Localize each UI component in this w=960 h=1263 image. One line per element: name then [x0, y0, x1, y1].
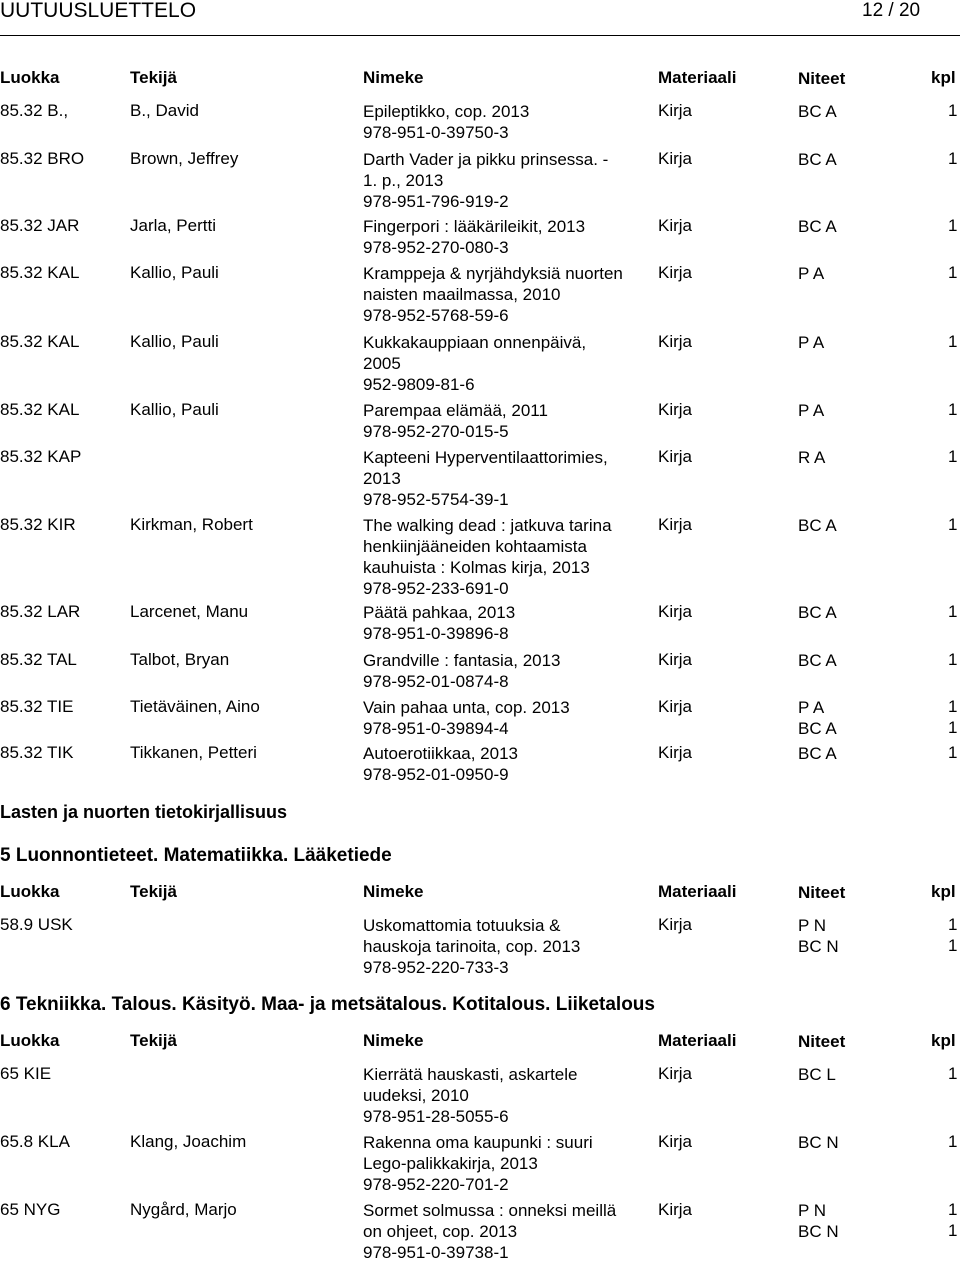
header-niteet: Niteet	[798, 883, 846, 902]
entry-isbn: 952-9809-81-6	[363, 375, 475, 394]
entry-title-line: 2005	[363, 354, 401, 373]
entry-title-line: Kukkakauppiaan onnenpäivä,	[363, 333, 587, 352]
entry-title-line: Kramppeja & nyrjähdyksiä nuorten	[363, 264, 623, 283]
header-materiaali: Materiaali	[658, 68, 737, 87]
entry-niteet-line: R A	[798, 448, 826, 467]
entry-materiaali: Kirja	[658, 263, 693, 282]
entry-materiaali: Kirja	[658, 915, 693, 934]
entry-niteet-line: BC A	[798, 150, 837, 169]
entry-kpl: 1	[948, 332, 958, 351]
entry-title-line: on ohjeet, cop. 2013	[363, 1222, 518, 1241]
entry-niteet-line: BC A	[798, 744, 837, 763]
header-materiaali: Materiaali	[658, 882, 737, 901]
entry-title-line: Grandville : fantasia, 2013	[363, 651, 561, 670]
entry-luokka: 65 NYG	[0, 1200, 61, 1219]
entry-isbn: 978-952-01-0950-9	[363, 765, 509, 784]
entry-nimeke	[363, 1132, 648, 1195]
entry-nimeke	[363, 650, 648, 692]
header-kpl: kpl	[931, 882, 956, 901]
entry-title-line: henkiinjääneiden kohtaamista	[363, 537, 587, 556]
header-nimeke: Nimeke	[363, 1031, 424, 1050]
entry-niteet	[798, 400, 824, 421]
entry-title-line: Lego-palikkakirja, 2013	[363, 1154, 538, 1173]
entry-luokka: 85.32 KAL	[0, 332, 80, 351]
entry-niteet-line: P A	[798, 264, 825, 283]
entry-title-line: 2013	[363, 469, 401, 488]
entry-title-line: Rakenna oma kaupunki : suuri	[363, 1133, 593, 1152]
header-luokka: Luokka	[0, 68, 60, 87]
entry-nimeke	[363, 743, 648, 785]
entry-niteet	[798, 216, 837, 237]
page-number: 12 / 20	[862, 0, 921, 21]
entry-niteet	[798, 447, 825, 468]
entry-tekija: Klang, Joachim	[130, 1132, 247, 1151]
section-5-title: 5 Luonnontieteet. Matematiikka. Lääketiede	[0, 845, 392, 866]
entry-luokka: 85.32 KAL	[0, 400, 80, 419]
entry-luokka: 85.32 TIK	[0, 743, 74, 762]
entry-luokka: 85.32 LAR	[0, 602, 81, 621]
entry-title-line: Päätä pahkaa, 2013	[363, 603, 516, 622]
header-luokka: Luokka	[0, 1031, 60, 1050]
entry-materiaali: Kirja	[658, 1200, 693, 1219]
entry-tekija: Nygård, Marjo	[130, 1200, 237, 1219]
entry-nimeke	[363, 1064, 648, 1127]
section-6-title: 6 Tekniikka. Talous. Käsityö. Maa- ja metsätalous. Kotitalous. Liiketalous	[0, 994, 655, 1015]
entry-kpl: 1	[948, 216, 958, 235]
entry-niteet-line: BC A	[798, 217, 837, 236]
entry-materiaali: Kirja	[658, 602, 693, 621]
entry-niteet-line: BC A	[798, 516, 837, 535]
entry-nimeke	[363, 332, 648, 395]
entry-kpl: 1	[948, 602, 958, 621]
entry-niteet	[798, 602, 837, 623]
entry-title-line: kauhuista : Kolmas kirja, 2013	[363, 558, 590, 577]
entry-niteet	[798, 650, 837, 671]
entry-luokka: 85.32 KIR	[0, 515, 76, 534]
header-materiaali: Materiaali	[658, 1031, 737, 1050]
entry-luokka: 85.32 BRO	[0, 149, 85, 168]
entry-niteet	[798, 1064, 836, 1085]
entry-title-line: Uskomattomia totuuksia &	[363, 916, 561, 935]
header-tekija: Tekijä	[130, 1031, 177, 1050]
entry-materiaali: Kirja	[658, 697, 693, 716]
entry-nimeke	[363, 697, 648, 739]
entry-materiaali: Kirja	[658, 743, 693, 762]
entry-isbn: 978-952-233-691-0	[363, 579, 509, 598]
entry-isbn: 978-952-5754-39-1	[363, 490, 509, 509]
subheading: Lasten ja nuorten tietokirjallisuus	[0, 802, 288, 822]
entry-isbn: 978-951-0-39894-4	[363, 719, 509, 738]
entry-niteet-line: BC N	[798, 1133, 839, 1152]
entry-niteet-line: P A	[798, 698, 825, 717]
entry-title-line: Epileptikko, cop. 2013	[363, 102, 530, 121]
entry-luokka: 85.32 TIE	[0, 697, 74, 716]
entry-niteet	[798, 1200, 839, 1242]
entry-materiaali: Kirja	[658, 1132, 693, 1151]
entry-niteet-line: BC A	[798, 102, 837, 121]
entry-nimeke	[363, 515, 648, 599]
header-tekija: Tekijä	[130, 68, 177, 87]
entry-nimeke	[363, 101, 648, 143]
entry-title-line: Kierrätä hauskasti, askartele	[363, 1065, 578, 1084]
entry-tekija: Tikkanen, Petteri	[130, 743, 257, 762]
entry-title-line: Vain pahaa unta, cop. 2013	[363, 698, 570, 717]
entry-niteet-line: P A	[798, 333, 825, 352]
entry-niteet-line: P A	[798, 401, 825, 420]
entry-isbn: 978-952-270-080-3	[363, 238, 509, 257]
entry-title-line: Sormet solmussa : onneksi meillä	[363, 1201, 617, 1220]
entry-nimeke	[363, 400, 648, 442]
entry-materiaali: Kirja	[658, 149, 693, 168]
entry-luokka: 85.32 KAL	[0, 263, 80, 282]
entry-tekija: Kallio, Pauli	[130, 400, 219, 419]
entry-kpl: 1	[948, 515, 958, 534]
entry-kpl: 1	[948, 1064, 958, 1083]
entry-tekija: Brown, Jeffrey	[130, 149, 239, 168]
entry-niteet-line: BC L	[798, 1065, 836, 1084]
entry-kpl: 1	[948, 447, 958, 466]
entry-niteet-line: BC N	[798, 1222, 839, 1241]
entry-title-line: 1. p., 2013	[363, 171, 444, 190]
entry-luokka: 85.32 KAP	[0, 447, 82, 466]
entry-niteet	[798, 1132, 839, 1153]
entry-tekija: Kallio, Pauli	[130, 263, 219, 282]
entry-isbn: 978-951-28-5055-6	[363, 1107, 509, 1126]
entry-isbn: 978-952-01-0874-8	[363, 672, 509, 691]
entry-tekija: Jarla, Pertti	[130, 216, 216, 235]
entry-luokka: 58.9 USK	[0, 915, 73, 934]
entry-niteet	[798, 743, 837, 764]
entry-nimeke	[363, 915, 648, 978]
entry-title-line: Fingerpori : lääkärileikit, 2013	[363, 217, 586, 236]
entry-title-line: Autoerotiikkaa, 2013	[363, 744, 518, 763]
header-kpl: kpl	[931, 1031, 956, 1050]
entry-kpl: 1	[948, 718, 958, 737]
entry-luokka: 85.32 JAR	[0, 216, 80, 235]
entry-tekija: Larcenet, Manu	[130, 602, 249, 621]
entry-niteet-line: BC N	[798, 937, 839, 956]
entry-kpl: 1	[948, 1221, 958, 1240]
entry-kpl: 1	[948, 915, 958, 934]
entry-tekija: Kallio, Pauli	[130, 332, 219, 351]
entry-nimeke	[363, 263, 648, 326]
entry-materiaali: Kirja	[658, 515, 693, 534]
entry-luokka: 65.8 KLA	[0, 1132, 70, 1151]
entry-tekija: B., David	[130, 101, 199, 120]
entry-materiaali: Kirja	[658, 447, 693, 466]
header-niteet: Niteet	[798, 69, 846, 88]
entry-materiaali: Kirja	[658, 216, 693, 235]
entry-niteet	[798, 149, 837, 170]
entry-kpl: 1	[948, 743, 958, 762]
entry-niteet	[798, 915, 839, 957]
entry-luokka: 65 KIE	[0, 1064, 52, 1083]
header-divider	[0, 35, 960, 36]
header-nimeke: Nimeke	[363, 68, 424, 87]
entry-tekija: Talbot, Bryan	[130, 650, 230, 669]
entry-materiaali: Kirja	[658, 101, 693, 120]
entry-niteet	[798, 697, 837, 739]
entry-kpl: 1	[948, 1200, 958, 1219]
entry-title-line: Darth Vader ja pikku prinsessa. -	[363, 150, 609, 169]
entry-isbn: 978-951-0-39738-1	[363, 1243, 509, 1262]
entry-tekija: Tietäväinen, Aino	[130, 697, 260, 716]
entry-kpl: 1	[948, 697, 958, 716]
entry-materiaali: Kirja	[658, 1064, 693, 1083]
entry-isbn: 978-951-796-919-2	[363, 192, 509, 211]
entry-niteet	[798, 515, 837, 536]
entry-kpl: 1	[948, 101, 958, 120]
entry-isbn: 978-952-270-015-5	[363, 422, 509, 441]
entry-title-line: uudeksi, 2010	[363, 1086, 469, 1105]
entry-kpl: 1	[948, 650, 958, 669]
entry-isbn: 978-951-0-39750-3	[363, 123, 509, 142]
entry-niteet-line: P N	[798, 1201, 827, 1220]
entry-niteet-line: P N	[798, 916, 827, 935]
entry-isbn: 978-951-0-39896-8	[363, 624, 509, 643]
entry-title-line: Kapteeni Hyperventilaattorimies,	[363, 448, 608, 467]
header-luokka: Luokka	[0, 882, 60, 901]
entry-luokka: 85.32 B.,	[0, 101, 69, 120]
entry-title-line: naisten maailmassa, 2010	[363, 285, 561, 304]
entry-tekija: Kirkman, Robert	[130, 515, 253, 534]
entry-materiaali: Kirja	[658, 332, 693, 351]
entry-nimeke	[363, 149, 648, 212]
page-title: UUTUUSLUETTELO	[0, 0, 197, 22]
entry-isbn: 978-952-220-733-3	[363, 958, 509, 977]
entry-title-line: The walking dead : jatkuva tarina	[363, 516, 612, 535]
entry-nimeke	[363, 216, 648, 258]
entry-kpl: 1	[948, 1132, 958, 1151]
entry-kpl: 1	[948, 936, 958, 955]
header-niteet: Niteet	[798, 1032, 846, 1051]
entry-isbn: 978-952-5768-59-6	[363, 306, 509, 325]
entry-kpl: 1	[948, 263, 958, 282]
entry-materiaali: Kirja	[658, 650, 693, 669]
entry-niteet-line: BC A	[798, 603, 837, 622]
entry-materiaali: Kirja	[658, 400, 693, 419]
entry-title-line: Parempaa elämää, 2011	[363, 401, 548, 420]
entry-title-line: hauskoja tarinoita, cop. 2013	[363, 937, 581, 956]
entry-niteet	[798, 101, 837, 122]
header-tekija: Tekijä	[130, 882, 177, 901]
entry-nimeke	[363, 447, 648, 510]
entry-luokka: 85.32 TAL	[0, 650, 77, 669]
entry-niteet	[798, 332, 824, 353]
entry-isbn: 978-952-220-701-2	[363, 1175, 509, 1194]
entry-niteet-line: BC A	[798, 719, 837, 738]
entry-niteet-line: BC A	[798, 651, 837, 670]
entry-nimeke	[363, 1200, 648, 1263]
entry-kpl: 1	[948, 400, 958, 419]
entry-nimeke	[363, 602, 648, 644]
header-nimeke: Nimeke	[363, 882, 424, 901]
header-kpl: kpl	[931, 68, 956, 87]
entry-kpl: 1	[948, 149, 958, 168]
entry-niteet	[798, 263, 824, 284]
